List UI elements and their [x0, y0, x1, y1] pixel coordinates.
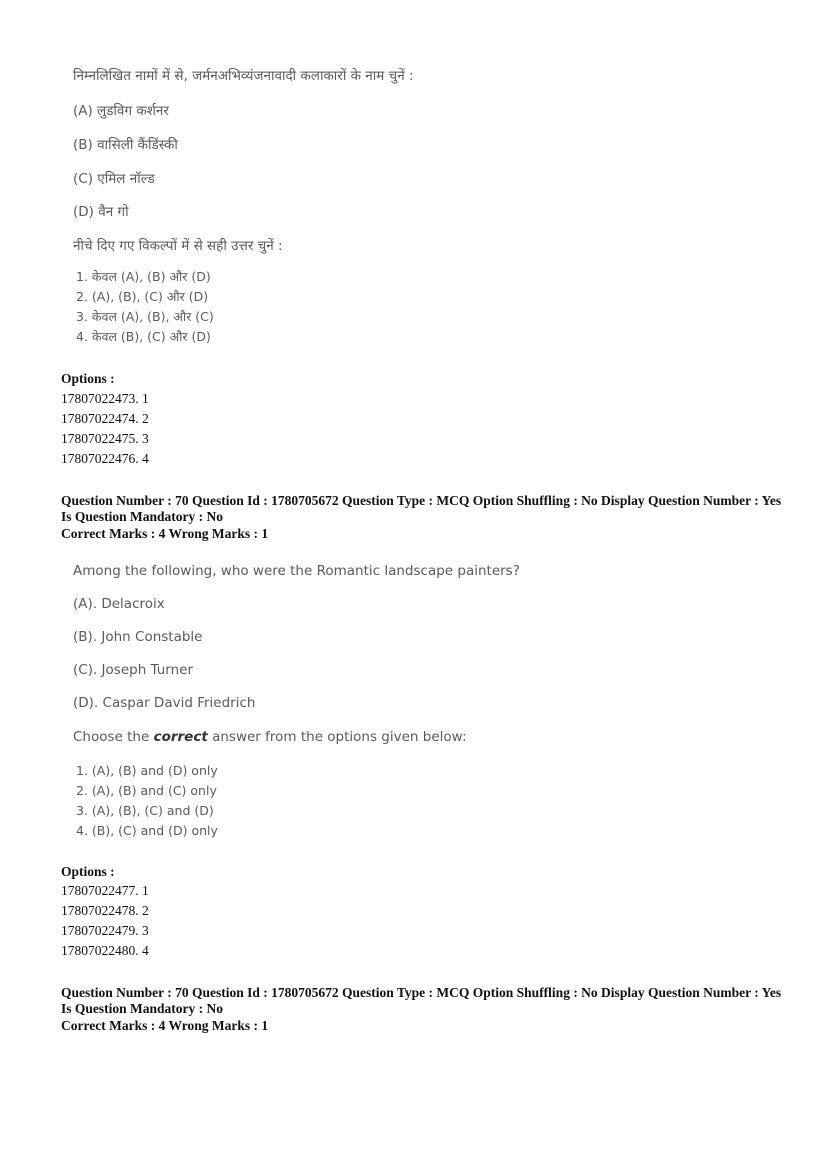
- question-2-choice: 2. (A), (B) and (C) only: [76, 783, 217, 798]
- question-meta-line: Question Number : 70 Question Id : 1780705672 Question Type : MCQ Option Shuffling : No Display Question Number : Yes: [61, 493, 782, 508]
- question-1-option-d: (D) वैन गो: [73, 204, 129, 220]
- option-id: 17807022477. 1: [61, 883, 149, 898]
- option-id-list: [61, 389, 149, 469]
- options-label: Options :: [61, 864, 115, 879]
- instruction-text-post: answer from the options given below:: [207, 729, 467, 745]
- question-2-choices: [76, 761, 218, 841]
- question-2-option-d: (D). Caspar David Friedrich: [73, 695, 256, 711]
- question-1-choice: 2. (A), (B), (C) और (D): [76, 289, 209, 304]
- question-1-option-c: (C) एमिल नॉल्ड: [73, 171, 155, 187]
- question-1-choice: 4. केवल (B), (C) और (D): [76, 329, 211, 344]
- question-2-option-b: (B). John Constable: [73, 629, 203, 645]
- question-1-choice: 3. केवल (A), (B), और (C): [76, 309, 214, 324]
- question-2-choice: 3. (A), (B), (C) and (D): [76, 803, 214, 818]
- option-id: 17807022475. 3: [61, 431, 149, 446]
- question-2-instruction: [73, 729, 467, 745]
- question-1-option-b: (B) वासिली कैंडिंस्की: [73, 137, 178, 153]
- option-id: 17807022476. 4: [61, 451, 149, 466]
- question-1-instruction: नीचे दिए गए विकल्पों में से सही उत्तर चुनें :: [73, 238, 283, 254]
- question-2-choice: 1. (A), (B) and (D) only: [76, 763, 218, 778]
- question-2-option-a: (A). Delacroix: [73, 596, 165, 612]
- question-2-stem: Among the following, who were the Romantic landscape painters?: [73, 563, 520, 579]
- option-id: 17807022480. 4: [61, 943, 149, 958]
- question-2-option-c: (C). Joseph Turner: [73, 662, 194, 678]
- question-meta-line: Question Number : 70 Question Id : 1780705672 Question Type : MCQ Option Shuffling : No Display Question Number : Yes: [61, 985, 782, 1000]
- question-1-stem: निम्नलिखित नामों में से, जर्मनअभिव्यंजनावादी कलाकारों के नाम चुनें :: [73, 68, 414, 84]
- option-id: 17807022478. 2: [61, 903, 149, 918]
- question-marks: Correct Marks : 4 Wrong Marks : 1: [61, 526, 269, 541]
- option-id: 17807022473. 1: [61, 391, 149, 406]
- option-id: 17807022474. 2: [61, 411, 149, 426]
- options-label: Options :: [61, 371, 115, 386]
- question-2-choice: 4. (B), (C) and (D) only: [76, 823, 218, 838]
- question-mandatory: Is Question Mandatory : No: [61, 509, 224, 524]
- instruction-text-pre: Choose the: [73, 729, 154, 745]
- question-1-option-a: (A) लुडविग कर्शनर: [73, 103, 169, 119]
- option-id-list: [61, 881, 149, 961]
- option-id: 17807022479. 3: [61, 923, 149, 938]
- instruction-emphasis: correct: [153, 729, 208, 745]
- question-marks: Correct Marks : 4 Wrong Marks : 1: [61, 1018, 269, 1033]
- question-1-choices: [76, 267, 214, 347]
- question-mandatory: Is Question Mandatory : No: [61, 1001, 224, 1016]
- question-1-choice: 1. केवल (A), (B) और (D): [76, 269, 211, 284]
